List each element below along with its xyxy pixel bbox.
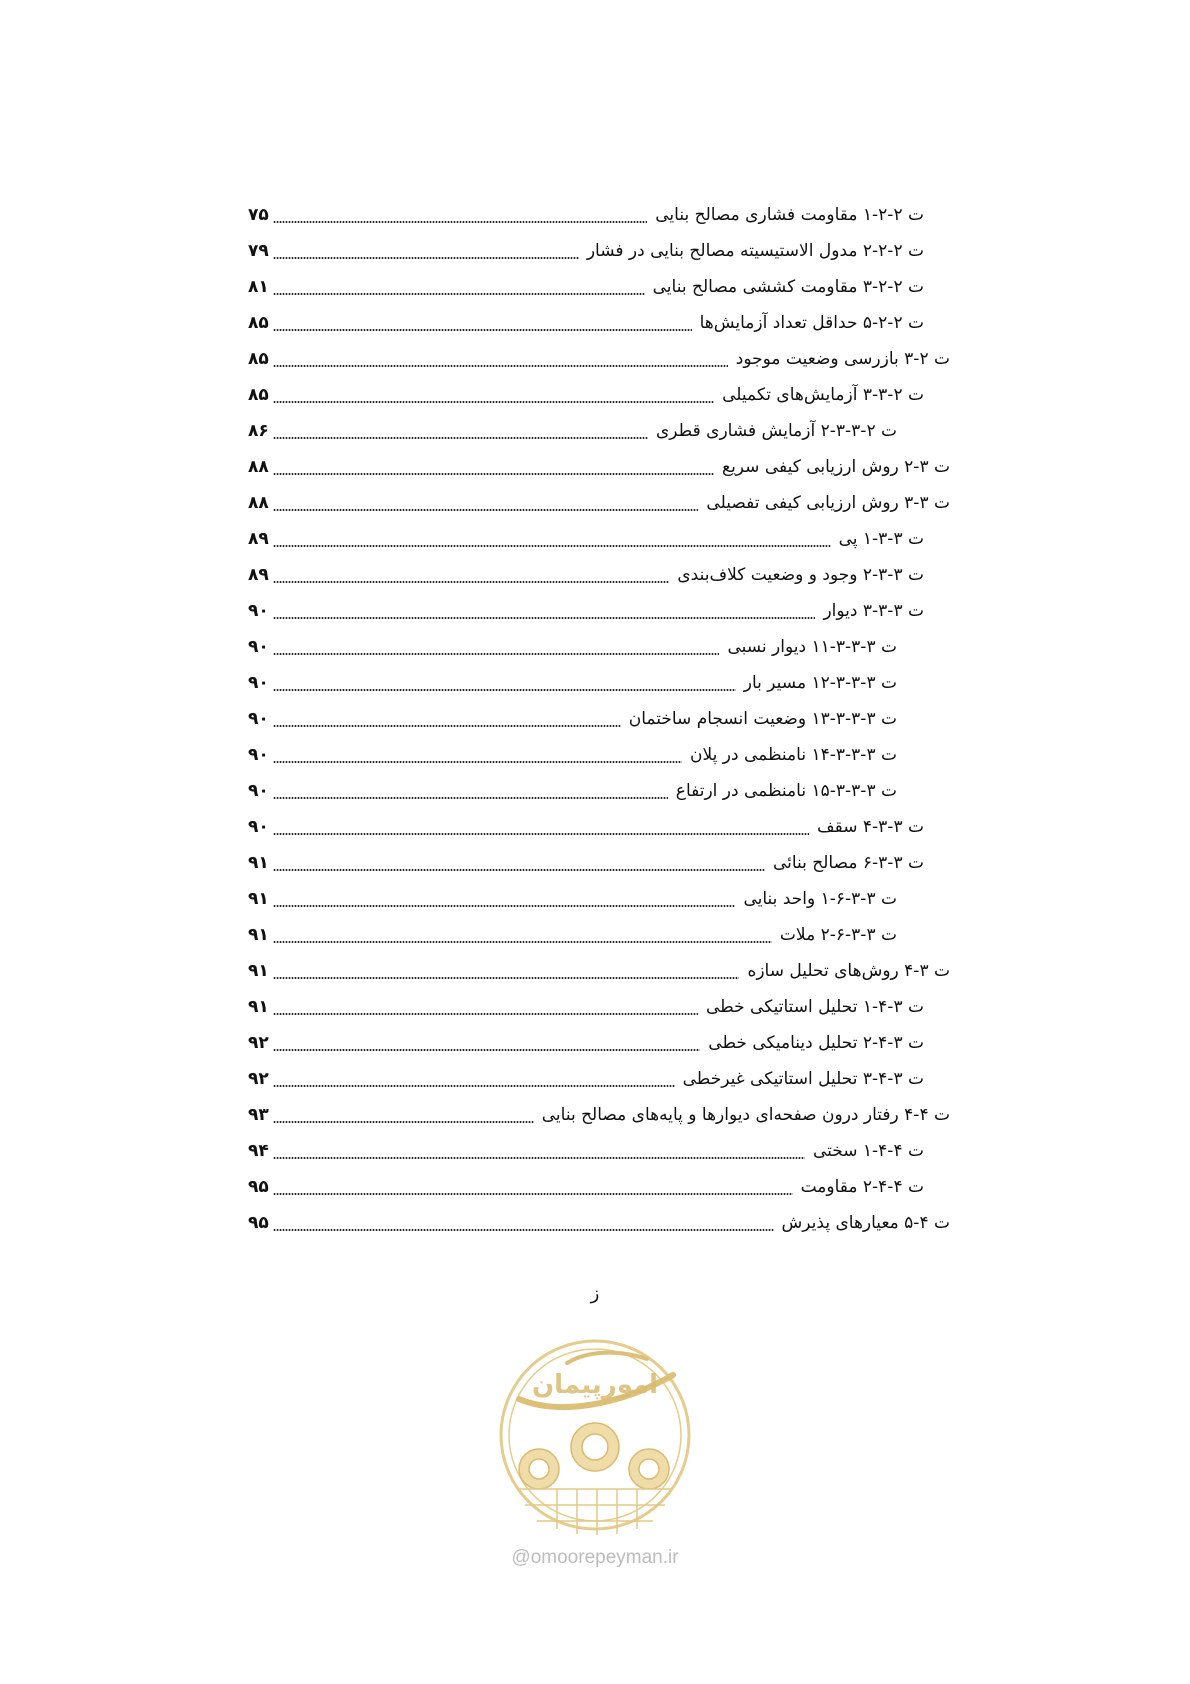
toc-entry-title: ت ۲-۲-۱ مقاومت فشاری مصالح بنایی: [655, 205, 924, 225]
toc-entry-title: ت ۴-۴ رفتار درون صفحه‌ای دیوارها و پایه‌های مصالح بنایی: [541, 1105, 950, 1125]
toc-entry-title: ت ۳-۴-۳ تحلیل استاتیکی غیرخطی: [682, 1069, 924, 1089]
toc-entry-page: ۹۰: [248, 601, 269, 621]
toc-dot-leader: [273, 1085, 675, 1087]
toc-entry-title: ت ۲-۳-۳ آزمایش‌های تکمیلی: [722, 385, 924, 405]
toc-entry-page: ۹۱: [248, 961, 269, 981]
toc-entry-page: ۹۳: [248, 1105, 269, 1125]
toc-entry[interactable]: [0, 197, 1190, 233]
toc-entry-page: ۸۸: [248, 457, 269, 477]
toc-entry[interactable]: [0, 1205, 1190, 1241]
toc-dot-leader: [273, 1049, 701, 1051]
toc-entry-title: ت ۲-۳-۳-۲ آزمایش فشاری قطری: [656, 421, 897, 441]
toc-entry[interactable]: [0, 701, 1190, 737]
toc-entry-page: ۹۱: [248, 889, 269, 909]
toc-entry[interactable]: [0, 341, 1190, 377]
toc-entry-title: ت ۴-۵ معیارهای پذیرش: [781, 1213, 950, 1233]
toc-entry[interactable]: [0, 449, 1190, 485]
toc-entry[interactable]: [0, 845, 1190, 881]
toc-entry-title: ت ۴-۴-۲ مقاومت: [800, 1177, 924, 1197]
toc-entry[interactable]: [0, 1097, 1190, 1133]
toc-dot-leader: [273, 617, 816, 619]
toc-entry-title: ت ۳-۳-۴ سقف: [817, 817, 924, 837]
toc-entry[interactable]: [0, 953, 1190, 989]
toc-entry-title: ت ۲-۳ بازرسی وضعیت موجود: [735, 349, 950, 369]
toc-entry[interactable]: [0, 593, 1190, 629]
toc-entry-page: ۹۱: [248, 997, 269, 1017]
toc-entry-page: ۸۵: [248, 349, 269, 369]
toc-entry-page: ۸۸: [248, 493, 269, 513]
toc-entry-title: ت ۳-۳-۳-۱۳ وضعیت انسجام ساختمان: [628, 709, 897, 729]
toc-entry[interactable]: [0, 1133, 1190, 1169]
toc-entry-page: ۸۹: [248, 529, 269, 549]
toc-entry-page: ۹۵: [248, 1213, 269, 1233]
toc-dot-leader: [273, 1229, 774, 1231]
toc-entry[interactable]: [0, 305, 1190, 341]
toc-dot-leader: [273, 833, 809, 835]
toc-entry-page: ۹۱: [248, 925, 269, 945]
toc-entry[interactable]: [0, 989, 1190, 1025]
toc-entry[interactable]: [0, 233, 1190, 269]
toc-entry-page: ۹۰: [248, 745, 269, 765]
toc-entry-title: ت ۳-۲ روش ارزیابی کیفی سریع: [722, 457, 950, 477]
toc-dot-leader: [273, 365, 728, 367]
toc-entry[interactable]: [0, 377, 1190, 413]
toc-entry-page: ۸۱: [248, 277, 269, 297]
toc-dot-leader: [273, 401, 714, 403]
toc-dot-leader: [273, 1193, 793, 1195]
toc-entry[interactable]: [0, 557, 1190, 593]
toc-entry[interactable]: [0, 521, 1190, 557]
page-number: ز: [590, 1283, 600, 1304]
toc-dot-leader: [273, 581, 670, 583]
toc-entry[interactable]: [0, 809, 1190, 845]
toc-entry-page: ۷۵: [248, 205, 269, 225]
toc-dot-leader: [273, 221, 647, 223]
toc-entry-title: ت ۲-۲-۵ حداقل تعداد آزمایش‌ها: [699, 313, 924, 333]
toc-entry-title: ت ۳-۳-۱ پی: [838, 529, 924, 549]
toc-entry-title: ت ۳-۴-۱ تحلیل استاتیکی خطی: [706, 997, 924, 1017]
toc-entry-title: ت ۳-۳-۶ مصالح بنائی: [772, 853, 924, 873]
toc-entry-title: ت ۳-۳-۳-۱۲ مسیر بار: [743, 673, 897, 693]
toc-entry[interactable]: [0, 1025, 1190, 1061]
toc-dot-leader: [273, 761, 682, 763]
toc-entry-page: ۹۲: [248, 1069, 269, 1089]
toc-dot-leader: [273, 869, 765, 871]
toc-entry-page: ۹۴: [248, 1141, 269, 1161]
toc-dot-leader: [273, 653, 720, 655]
toc-dot-leader: [273, 1121, 534, 1123]
toc-entry-page: ۹۰: [248, 673, 269, 693]
toc-entry[interactable]: [0, 917, 1190, 953]
toc-dot-leader: [273, 545, 831, 547]
toc-entry-title: ت ۳-۴-۲ تحلیل دینامیکی خطی: [708, 1033, 924, 1053]
toc-entry-page: ۸۹: [248, 565, 269, 585]
toc-dot-leader: [273, 437, 648, 439]
toc-dot-leader: [273, 689, 736, 691]
toc-entry-page: ۹۱: [248, 853, 269, 873]
toc-dot-leader: [273, 977, 740, 979]
table-of-contents: [0, 197, 1190, 1241]
toc-dot-leader: [273, 1013, 698, 1015]
toc-dot-leader: [273, 293, 645, 295]
toc-dot-leader: [273, 941, 772, 943]
toc-entry-title: ت ۳-۳-۶-۱ واحد بنایی: [743, 889, 897, 909]
toc-dot-leader: [273, 473, 714, 475]
toc-entry[interactable]: [0, 629, 1190, 665]
toc-entry[interactable]: [0, 413, 1190, 449]
toc-entry[interactable]: [0, 269, 1190, 305]
toc-entry-title: ت ۳-۳ روش ارزیابی کیفی تفصیلی: [706, 493, 950, 513]
toc-entry[interactable]: [0, 773, 1190, 809]
watermark-logo-text: امورپیمان: [531, 1370, 659, 1400]
toc-entry[interactable]: [0, 737, 1190, 773]
toc-entry[interactable]: [0, 881, 1190, 917]
toc-entry-page: ۹۰: [248, 781, 269, 801]
toc-entry-page: ۹۰: [248, 817, 269, 837]
toc-entry-title: ت ۳-۳-۳-۱۱ دیوار نسبی: [727, 637, 897, 657]
toc-entry-title: ت ۳-۳-۲ وجود و وضعیت کلاف‌بندی: [677, 565, 924, 585]
toc-entry-page: ۹۰: [248, 637, 269, 657]
toc-dot-leader: [273, 725, 621, 727]
watermark-logo: [497, 1329, 693, 1541]
toc-entry-title: ت ۳-۳-۳ دیوار: [823, 601, 924, 621]
toc-entry[interactable]: [0, 1169, 1190, 1205]
toc-entry-title: ت ۳-۳-۳-۱۵ نامنظمی در ارتفاع: [675, 781, 897, 801]
toc-entry[interactable]: [0, 1061, 1190, 1097]
toc-entry-page: ۷۹: [248, 241, 269, 261]
toc-dot-leader: [273, 797, 668, 799]
toc-dot-leader: [273, 257, 579, 259]
toc-dot-leader: [273, 329, 692, 331]
toc-entry-title: ت ۳-۳-۶-۲ ملات: [779, 925, 897, 945]
toc-entry-title: ت ۲-۲-۲ مدول الاستیسیته مصالح بنایی در فشار: [586, 241, 924, 261]
toc-entry-title: ت ۳-۳-۳-۱۴ نامنظمی در پلان: [690, 745, 897, 765]
toc-entry-title: ت ۳-۴ روش‌های تحلیل سازه: [747, 961, 950, 981]
toc-dot-leader: [273, 905, 736, 907]
watermark-url: @omoorepeyman.ir: [511, 1547, 679, 1568]
toc-dot-leader: [273, 1157, 805, 1159]
toc-dot-leader: [273, 509, 699, 511]
toc-entry-page: ۹۵: [248, 1177, 269, 1197]
toc-entry[interactable]: [0, 485, 1190, 521]
toc-entry-page: ۸۵: [248, 313, 269, 333]
toc-entry-page: ۹۰: [248, 709, 269, 729]
toc-entry-page: ۹۲: [248, 1033, 269, 1053]
toc-entry-page: ۸۵: [248, 385, 269, 405]
toc-entry-title: ت ۴-۴-۱ سختی: [812, 1141, 924, 1161]
toc-entry[interactable]: [0, 665, 1190, 701]
toc-entry-page: ۸۶: [248, 421, 269, 441]
toc-entry-title: ت ۲-۲-۳ مقاومت کششی مصالح بنایی: [652, 277, 924, 297]
